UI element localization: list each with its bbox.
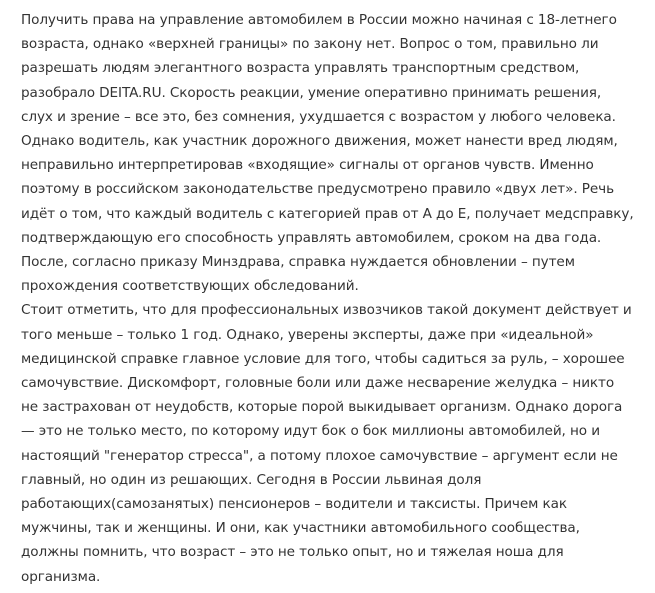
text-line: Однако водитель, как участник дорожного движения, может нанести вред людям,: [21, 133, 618, 150]
text-line: После, согласно приказу Минздрава, справка нуждается обновлении – путем: [21, 254, 575, 271]
text-line: Стоит отметить, что для профессиональных извозчиков такой документ действует и: [21, 302, 632, 319]
text-line: работающих(самозанятых) пенсионеров – водители и таксисты. Причем как: [21, 496, 567, 513]
text-line: медицинской справке главное условие для того, чтобы садиться за руль, – хорошее: [21, 350, 625, 367]
text-line: прохождения соответствующих обследований.: [21, 278, 359, 295]
text-line: идёт о том, что каждый водитель с категорией прав от А до Е, получает медсправку,: [21, 205, 634, 222]
text-line: слух и зрение – все это, без сомнения, ухудшается с возрастом у любого человека.: [21, 108, 616, 125]
text-line: разрешать людям элегантного возраста управлять транспортным средством,: [21, 60, 580, 77]
text-line: поэтому в российском законодательстве предусмотрено правило «двух лет». Речь: [21, 181, 614, 198]
text-line: настоящий "генератор стресса", а потому плохое самочувствие – аргумент если не: [21, 447, 618, 464]
text-line: организма.: [21, 568, 101, 585]
text-line: Получить права на управление автомобилем в России можно начиная с 18-летнего: [21, 12, 617, 28]
text-line: должны помнить, что возраст – это не только опыт, но и тяжелая ноша для: [21, 544, 564, 561]
text-line: подтверждающую его способность управлять автомобилем, сроком на два года.: [21, 229, 602, 246]
text-line: самочувствие. Дискомфорт, головные боли или даже несварение желудка – никто: [21, 375, 615, 392]
text-line: мужчины, так и женщины. И они, как участники автомобильного сообщества,: [21, 520, 580, 537]
text-line: не застрахован от неудобств, которые порой выкидывает организм. Однако дорога: [21, 399, 623, 416]
text-line: разобрало DEITA.RU. Скорость реакции, умение оперативно принимать решения,: [21, 84, 602, 101]
text-line: того меньше – только 1 год. Однако, уверены эксперты, даже при «идеальной»: [21, 326, 594, 343]
text-line: главный, но один из решающих. Сегодня в России львиная доля: [21, 471, 482, 488]
text-line: неправильно интерпретировав «входящие» сигналы от органов чувств. Именно: [21, 157, 594, 174]
text-line: — это не только место, по которому идут бок о бок миллионы автомобилей, но и: [21, 423, 600, 440]
text-line: возраста, однако «верхней границы» по закону нет. Вопрос о том, правильно ли: [21, 36, 599, 53]
